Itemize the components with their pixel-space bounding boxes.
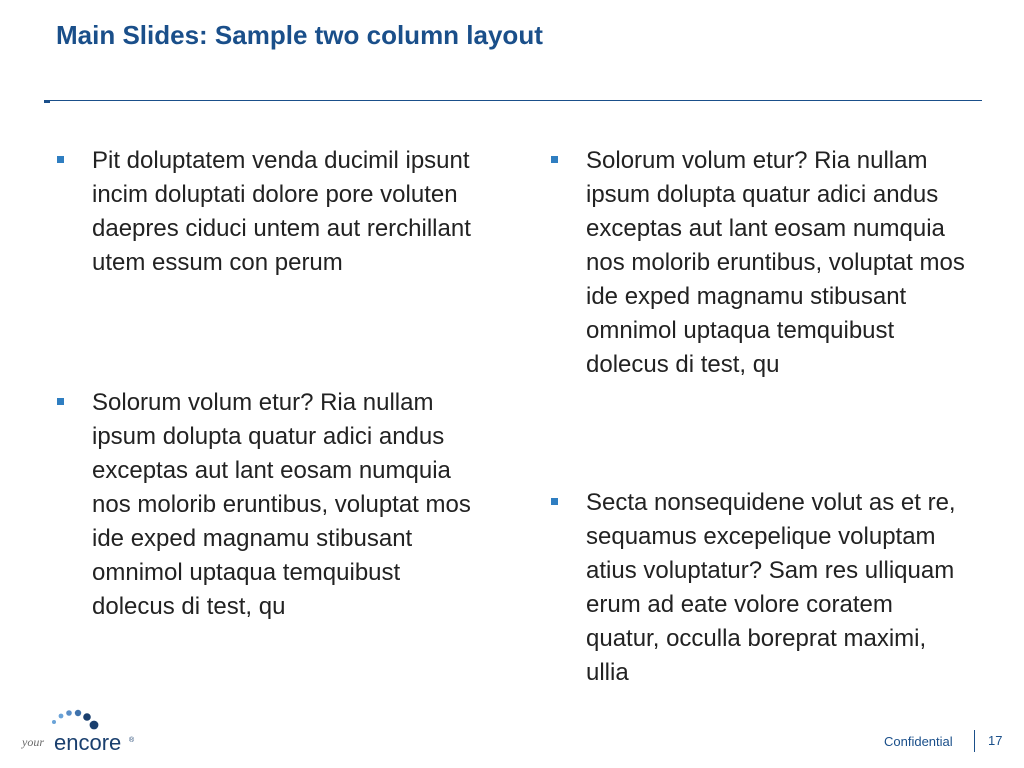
logo-text-main: encore bbox=[54, 730, 122, 755]
right-bullet-2-text: Secta nonsequidene volut as et re, sequamus excepelique voluptam atius voluptatur? Sam res ulliquam erum ad eate volore coratem quatur, occulla boreprat maximi, ullia bbox=[586, 489, 956, 686]
title-divider-tick bbox=[44, 101, 50, 103]
bullet-square-icon bbox=[551, 156, 558, 163]
left-column bbox=[56, 144, 476, 624]
title-divider bbox=[44, 100, 982, 101]
bullet-square-icon bbox=[57, 398, 64, 405]
confidential-label: Confidential bbox=[884, 734, 953, 749]
logo-dot bbox=[75, 710, 81, 716]
logo-dot bbox=[52, 720, 56, 724]
right-bullet-2 bbox=[550, 486, 970, 690]
left-bullet-2-text: Solorum volum etur? Ria nullam ipsum dolupta quatur adici andus exceptas aut lant eosam numquia nos molorib eruntibus, voluptat mos ide exped magnamu stibusant omnimol uptaqua temquibust dolecus di test, qu bbox=[92, 389, 471, 620]
slide-title: Main Slides: Sample two column layout bbox=[56, 20, 543, 50]
logo-dot bbox=[83, 713, 91, 721]
left-bullet-1 bbox=[56, 144, 476, 314]
right-column bbox=[550, 144, 970, 690]
right-bullet-1 bbox=[550, 144, 970, 414]
bullet-square-icon bbox=[551, 498, 558, 505]
logo-dot bbox=[59, 714, 64, 719]
logo-dot bbox=[66, 710, 72, 716]
left-bullet-2 bbox=[56, 386, 476, 624]
logo-registered-mark: ® bbox=[129, 737, 135, 744]
page-number: 17 bbox=[988, 733, 1003, 748]
bullet-square-icon bbox=[57, 156, 64, 163]
right-bullet-1-text: Solorum volum etur? Ria nullam ipsum dolupta quatur adici andus exceptas aut lant eosam numquia nos molorib eruntibus, voluptat mos ide exped magnamu stibusant omnimol uptaqua temquibust dolecus di test, qu bbox=[586, 147, 965, 378]
logo-dot bbox=[90, 721, 99, 730]
yourencore-logo bbox=[20, 704, 140, 760]
footer-separator bbox=[974, 730, 975, 752]
left-bullet-1-text: Pit doluptatem venda ducimil ipsunt incim doluptati dolore pore voluten daepres ciduci untem aut rerchillant utem essum con perum bbox=[92, 147, 471, 276]
logo-text-prefix: your bbox=[22, 735, 44, 749]
